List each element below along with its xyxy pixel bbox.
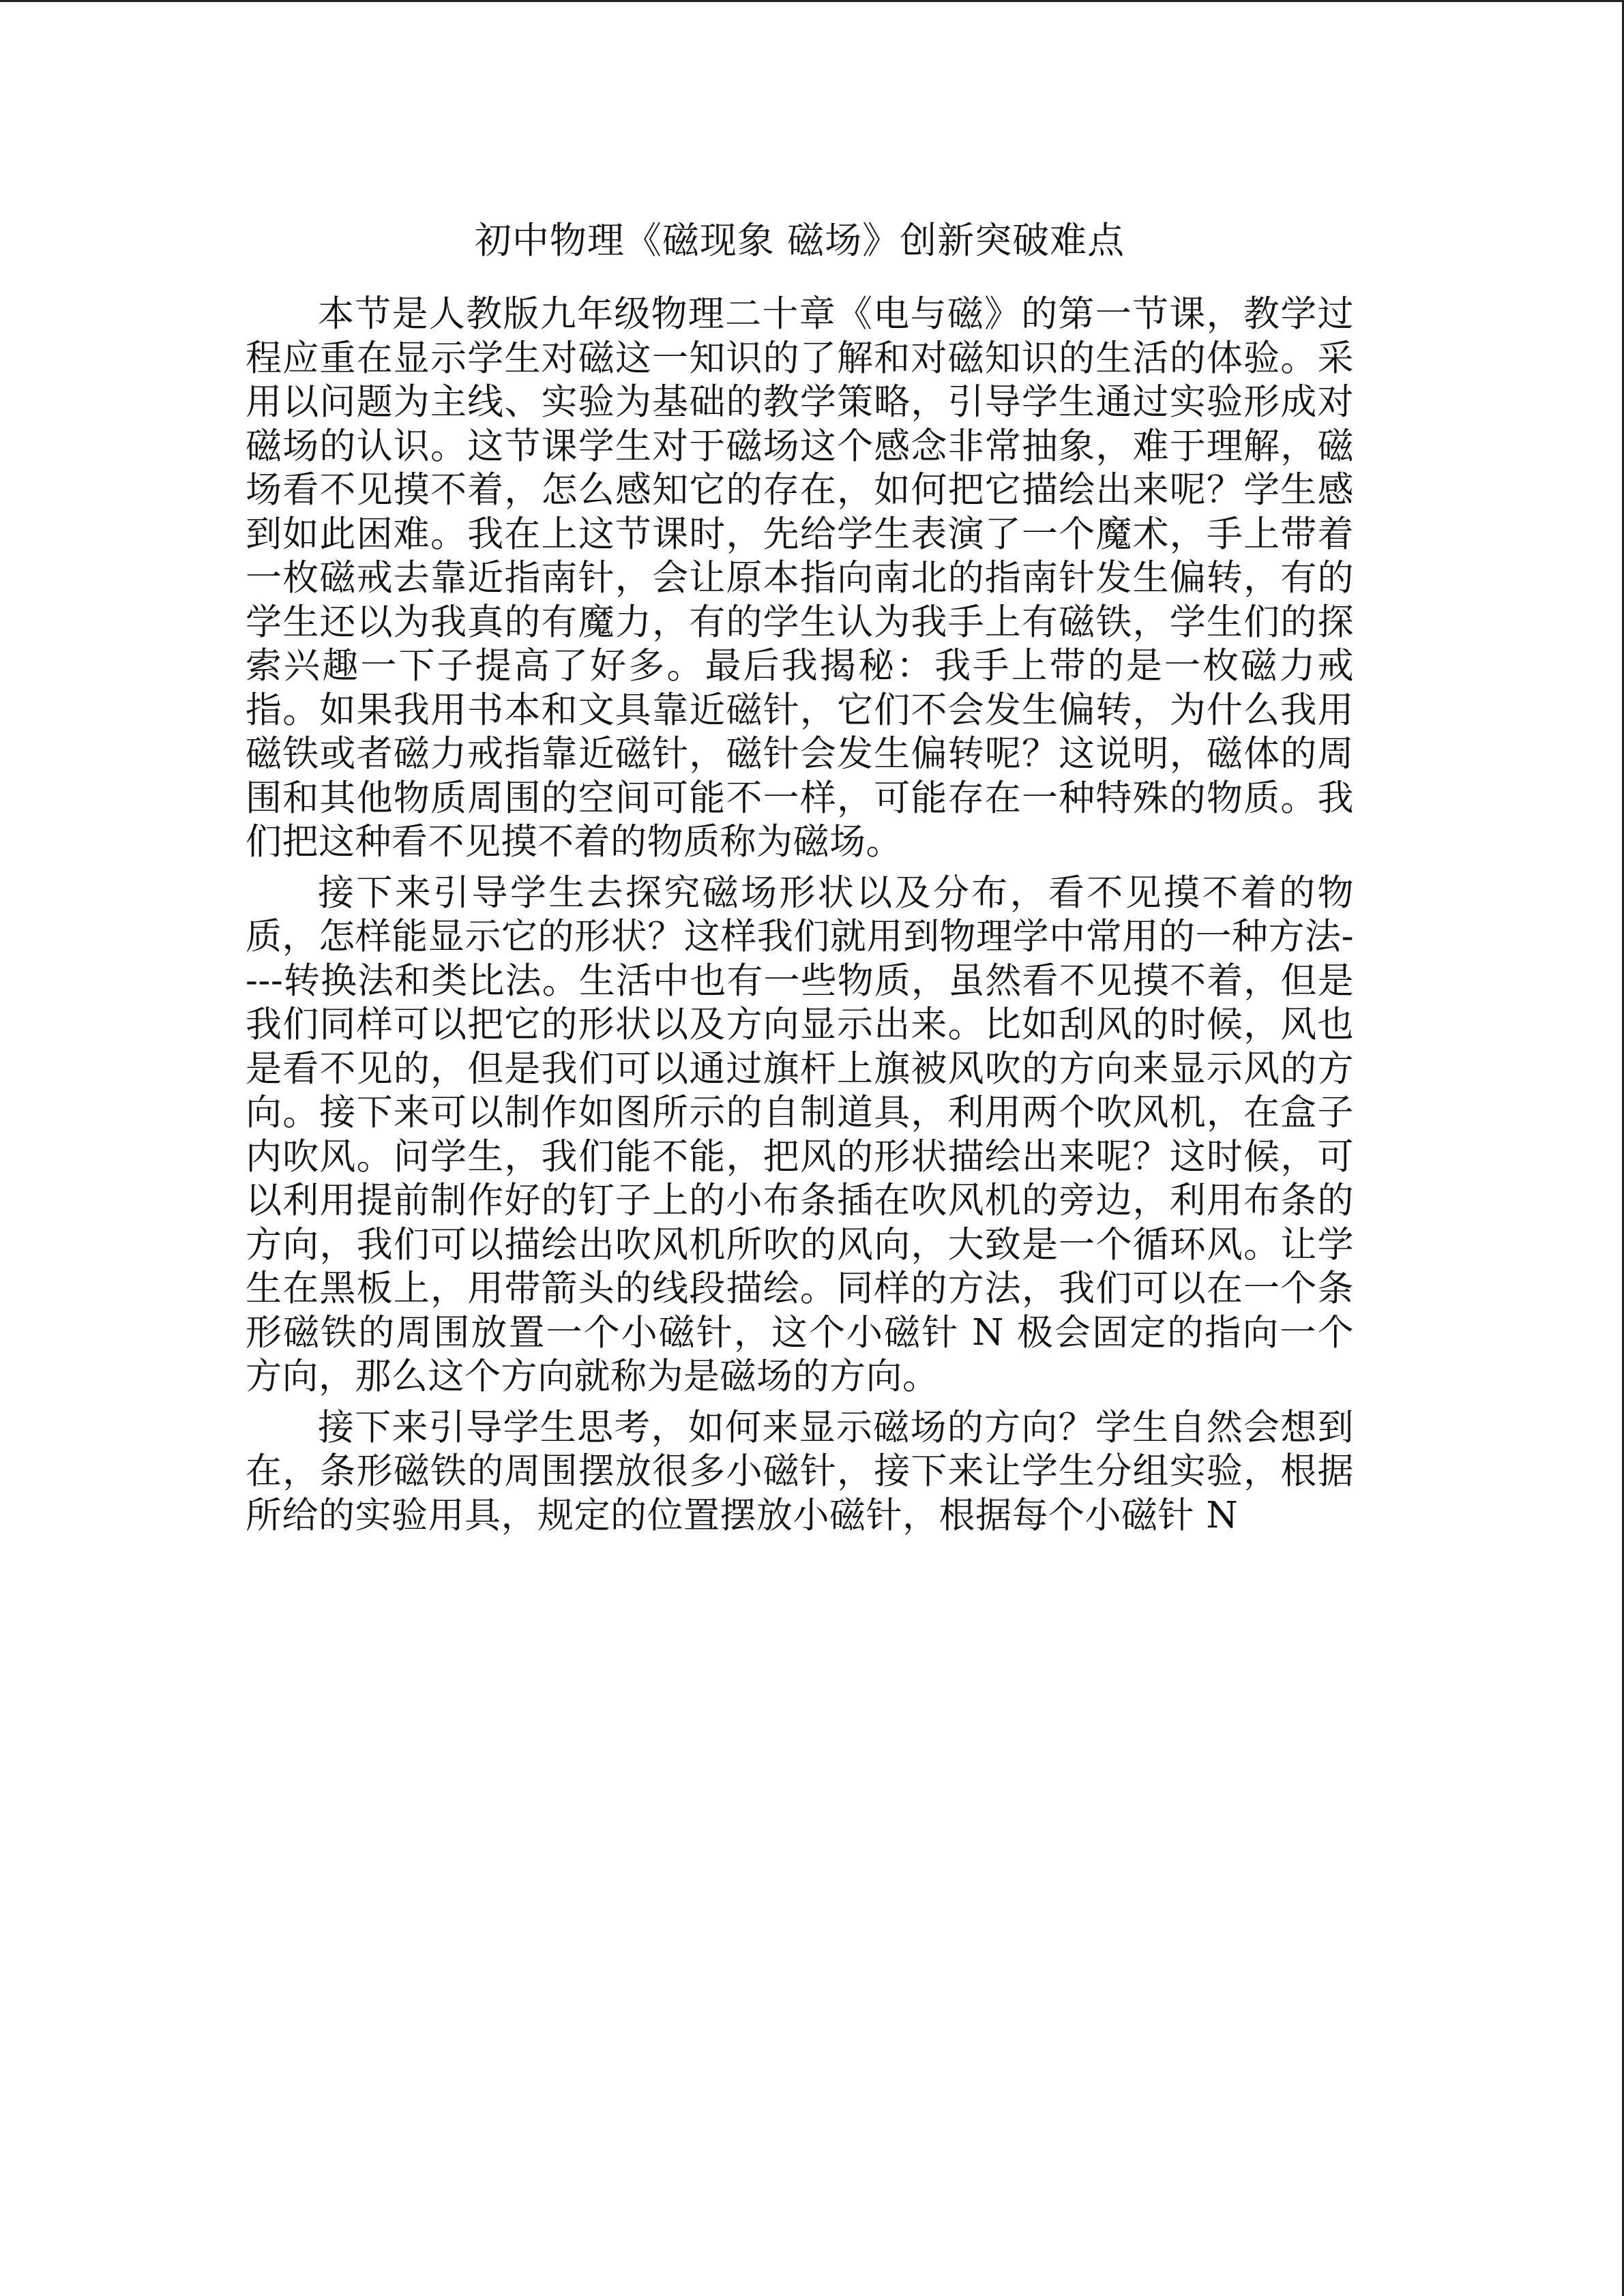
paragraph-1: 本节是人教版九年级物理二十章《电与磁》的第一节课，教学过程应重在显示学生对磁这一知识的了解和对磁知识的生活的体验。采用以问题为主线、实验为基础的教学策略，引导学生通过实验形成对磁场的认识。这节课学生对于磁场这个感念非常抽象，难于理解，磁场看不见摸不着，怎么感知它的存在，如何把它描绘出来呢？学生感到如此困难。我在上这节课时，先给学生表演了一个魔术，手上带着一枚磁戒去靠近指南针，会让原本指向南北的指南针发生偏转，有的学生还以为我真的有魔力，有的学生认为我手上有磁铁，学生们的探索兴趣一下子提高了好多。最后我揭秘：我手上带的是一枚磁力戒指。如果我用书本和文具靠近磁针，它们不会发生偏转，为什么我用磁铁或者磁力戒指靠近磁针，磁针会发生偏转呢？这说明，磁体的周围和其他物质周围的空间可能不一样，可能存在一种特殊的物质。我们把这种看不见摸不着的物质称为磁场。	[246, 293, 1354, 863]
paragraph-2: 接下来引导学生去探究磁场形状以及分布，看不见摸不着的物质，怎样能显示它的形状？这样我们就用到物理学中常用的一种方法----转换法和类比法。生活中也有一些物质，虽然看不见摸不着，但是我们同样可以把它的形状以及方向显示出来。比如刮风的时候，风也是看不见的，但是我们可以通过旗杆上旗被风吹的方向来显示风的方向。接下来可以制作如图所示的自制道具，利用两个吹风机，在盒子内吹风。问学生，我们能不能，把风的形状描绘出来呢？这时候，可以利用提前制作好的钉子上的小布条插在吹风机的旁边，利用布条的方向，我们可以描绘出吹风机所吹的风向，大致是一个循环风。让学生在黑板上，用带箭头的线段描绘。同样的方法，我们可以在一个条形磁铁的周围放置一个小磁针，这个小磁针 N 极会固定的指向一个方向，那么这个方向就称为是磁场的方向。	[246, 871, 1354, 1397]
document-title: 初中物理《磁现象 磁场》创新突破难点	[474, 219, 1125, 262]
paragraph-3: 接下来引导学生思考，如何来显示磁场的方向？学生自然会想到在，条形磁铁的周围摆放很多小磁针，接下来让学生分组实验，根据所给的实验用具，规定的位置摆放小磁针，根据每个小磁针 N	[246, 1406, 1354, 1536]
document-body	[246, 207, 1354, 1545]
